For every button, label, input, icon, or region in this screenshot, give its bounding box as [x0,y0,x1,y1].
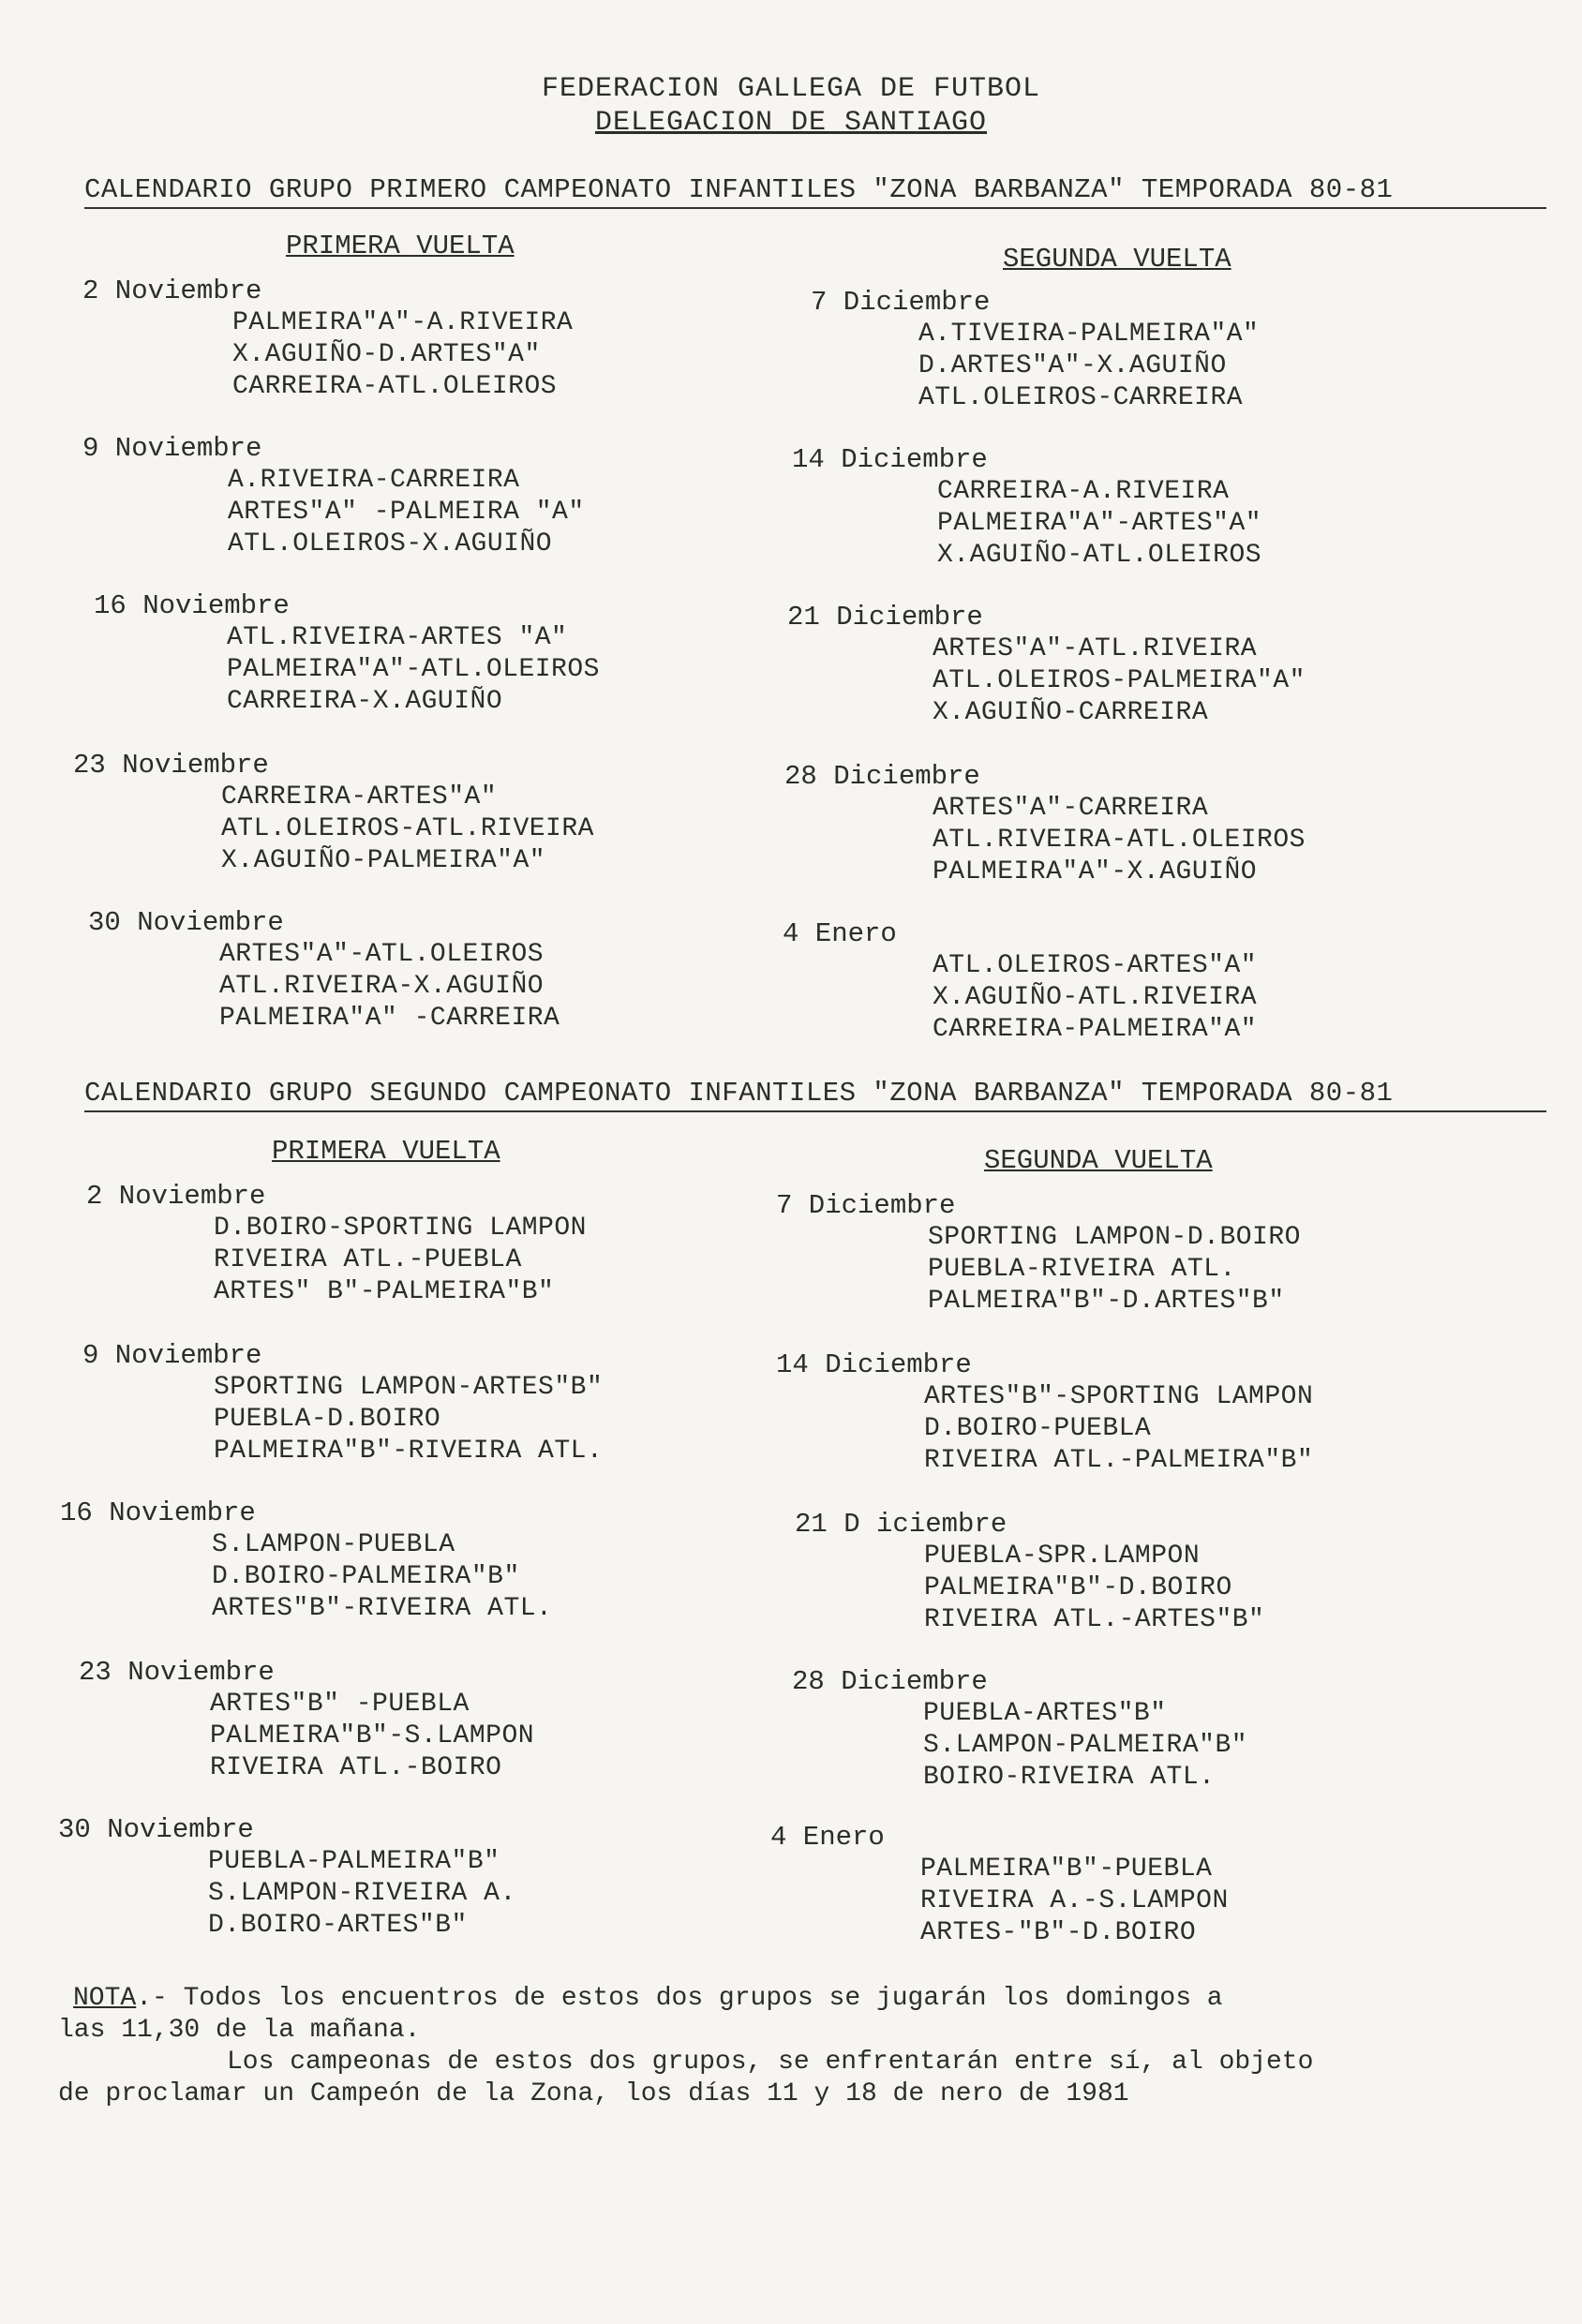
match: ATL.RIVEIRA-X.AGUIÑO [219,972,545,1001]
match: PALMEIRA"B"-D.ARTES"B" [928,1287,1285,1316]
match: ARTES"A"-ATL.OLEIROS [219,940,545,969]
group2-title: CALENDARIO GRUPO SEGUNDO CAMPEONATO INFANTILES "ZONA BARBANZA" TEMPORADA 80-81 [84,1078,1546,1112]
match: CARREIRA-PALMEIRA"A" [933,1015,1258,1044]
note-line [58,1983,1313,2015]
round-date: 28 Diciembre [792,1666,988,1697]
match: PUEBLA-SPR.LAMPON [924,1542,1201,1571]
match: RIVEIRA A.-S.LAMPON [920,1886,1229,1915]
round-date: 14 Diciembre [776,1349,972,1380]
group2-second-leg-round [770,1822,1229,1949]
group1-first-leg-round [82,276,573,403]
group2-second-leg-round [792,1666,1247,1794]
group2-second-leg-round [795,1509,1264,1636]
match: ARTES"A"-CARREIRA [933,794,1209,823]
match: D.ARTES"A"-X.AGUIÑO [918,351,1227,380]
match: ARTES"A"-ATL.RIVEIRA [933,634,1258,663]
match: PALMEIRA"A"-X.AGUIÑO [933,857,1258,886]
match: ATL.RIVEIRA-ARTES "A" [227,623,568,652]
note-line: de proclamar un Campeón de la Zona, los días 11 y 18 de nero de 1981 [58,2079,1129,2108]
round-date: 9 Noviembre [82,1340,262,1371]
match: PALMEIRA"A"-ARTES"A" [937,509,1262,538]
note-label: NOTA [73,1984,137,2013]
match: PUEBLA-RIVEIRA ATL. [928,1255,1236,1284]
match: ATL.OLEIROS-ATL.RIVEIRA [221,814,594,843]
round-date: 7 Diciembre [776,1190,956,1221]
round-date: 21 Diciembre [787,602,983,633]
note-line: Los campeonas de estos dos grupos, se enfrentarán entre sí, al objeto [227,2048,1314,2077]
note-block [58,1983,1313,2110]
match: S.LAMPON-RIVEIRA A. [208,1879,516,1908]
round-date: 28 Diciembre [784,761,980,792]
round-date: 30 Noviembre [88,907,284,938]
match: ARTES" B"-PALMEIRA"B" [214,1277,555,1306]
match: ARTES"B" -PUEBLA [210,1690,470,1719]
match: PUEBLA-D.BOIRO [214,1405,441,1434]
group1-title: CALENDARIO GRUPO PRIMERO CAMPEONATO INFANTILES "ZONA BARBANZA" TEMPORADA 80-81 [84,174,1546,209]
group1-second-leg-round [787,602,1306,729]
match: SPORTING LAMPON-ARTES"B" [214,1373,604,1402]
match: D.BOIRO-ARTES"B" [208,1911,468,1940]
match: CARREIRA-X.AGUIÑO [227,687,503,716]
round-date: 23 Noviembre [73,750,269,781]
match: X.AGUIÑO-ATL.OLEIROS [937,541,1262,570]
match: ARTES"B"-RIVEIRA ATL. [212,1594,553,1623]
group1-second-leg-round [784,761,1306,888]
match: CARREIRA-ARTES"A" [221,782,498,812]
match: A.RIVEIRA-CARREIRA [228,466,520,495]
match: PALMEIRA"A"-A.RIVEIRA [232,308,574,337]
round-date: 16 Noviembre [94,590,290,621]
match: RIVEIRA ATL.-BOIRO [210,1753,502,1782]
round-date: 2 Noviembre [82,276,262,306]
round-date: 4 Enero [783,918,897,949]
group1-first-leg-round [73,750,594,877]
match: PUEBLA-ARTES"B" [923,1699,1167,1728]
match: A.TIVEIRA-PALMEIRA"A" [918,320,1260,349]
group2-first-leg-round [86,1181,587,1308]
round-date: 14 Diciembre [792,444,988,475]
match: BOIRO-RIVEIRA ATL. [923,1763,1216,1792]
round-date: 2 Noviembre [86,1181,266,1212]
group1-first-leg-label: PRIMERA VUELTA [286,231,515,261]
round-date: 7 Diciembre [811,287,991,318]
match: PALMEIRA"A" -CARREIRA [219,1004,560,1033]
match: ATL.OLEIROS-ARTES"A" [933,951,1258,980]
match: CARREIRA-A.RIVEIRA [937,477,1230,506]
round-date: 21 D iciembre [795,1509,1007,1540]
round-date: 30 Noviembre [58,1814,254,1845]
match: D.BOIRO-PALMEIRA"B" [212,1562,520,1591]
group2-first-leg-round [79,1657,534,1784]
federation-name: FEDERACION GALLEGA DE FUTBOL [541,73,1041,105]
match: RIVEIRA ATL.-PALMEIRA"B" [924,1446,1314,1475]
group1-second-leg-round [811,287,1259,414]
match: PALMEIRA"B"-S.LAMPON [210,1721,535,1750]
match: ATL.OLEIROS-CARREIRA [918,383,1244,412]
group1-first-leg-round [82,433,585,560]
round-date: 16 Noviembre [60,1497,256,1528]
match: PALMEIRA"B"-RIVEIRA ATL. [214,1437,604,1466]
group2-first-leg-round [58,1814,516,1942]
match: X.AGUIÑO-PALMEIRA"A" [221,846,546,875]
group2-first-leg-round [60,1497,552,1625]
round-date: 23 Noviembre [79,1657,275,1688]
group1-first-leg-round [94,590,600,718]
match: ARTES"A" -PALMEIRA "A" [228,498,585,527]
group2-first-leg-label: PRIMERA VUELTA [272,1136,500,1167]
match: PALMEIRA"B"-D.BOIRO [924,1573,1232,1602]
match: ARTES-"B"-D.BOIRO [920,1918,1197,1947]
match: S.LAMPON-PUEBLA [212,1530,455,1559]
match: ATL.RIVEIRA-ATL.OLEIROS [933,826,1306,855]
group2-first-leg-round [82,1340,603,1467]
group1-second-leg-label: SEGUNDA VUELTA [1003,244,1231,275]
match: SPORTING LAMPON-D.BOIRO [928,1223,1301,1252]
match: D.BOIRO-SPORTING LAMPON [214,1214,587,1243]
match: X.AGUIÑO-ATL.RIVEIRA [933,983,1258,1012]
match: D.BOIRO-PUEBLA [924,1414,1152,1443]
match: RIVEIRA ATL.-PUEBLA [214,1245,522,1274]
delegation-name-text: DELEGACION DE SANTIAGO [594,107,988,139]
match: X.AGUIÑO-D.ARTES"A" [232,340,541,369]
match: X.AGUIÑO-CARREIRA [933,698,1209,727]
note-text: .- Todos los encuentros de estos dos grupos se jugarán los domingos a [136,1984,1223,2013]
group1-second-leg-round [783,918,1257,1046]
match: PALMEIRA"B"-PUEBLA [920,1855,1213,1884]
group2-second-leg-label: SEGUNDA VUELTA [984,1145,1213,1176]
group2-second-leg-round [776,1190,1301,1318]
match: ATL.OLEIROS-PALMEIRA"A" [933,666,1306,695]
match: ARTES"B"-SPORTING LAMPON [924,1382,1314,1411]
match: CARREIRA-ATL.OLEIROS [232,372,558,401]
match: PUEBLA-PALMEIRA"B" [208,1847,500,1876]
group1-first-leg-round [88,907,560,1035]
match: ATL.OLEIROS-X.AGUIÑO [228,529,553,559]
note-line: las 11,30 de la mañana. [58,2016,421,2045]
match: PALMEIRA"A"-ATL.OLEIROS [227,655,600,684]
delegation-name [0,107,1582,139]
match: RIVEIRA ATL.-ARTES"B" [924,1605,1265,1634]
group2-second-leg-round [776,1349,1313,1477]
group1-second-leg-round [792,444,1261,572]
round-date: 9 Noviembre [82,433,262,464]
match: S.LAMPON-PALMEIRA"B" [923,1731,1248,1760]
round-date: 4 Enero [770,1822,885,1853]
